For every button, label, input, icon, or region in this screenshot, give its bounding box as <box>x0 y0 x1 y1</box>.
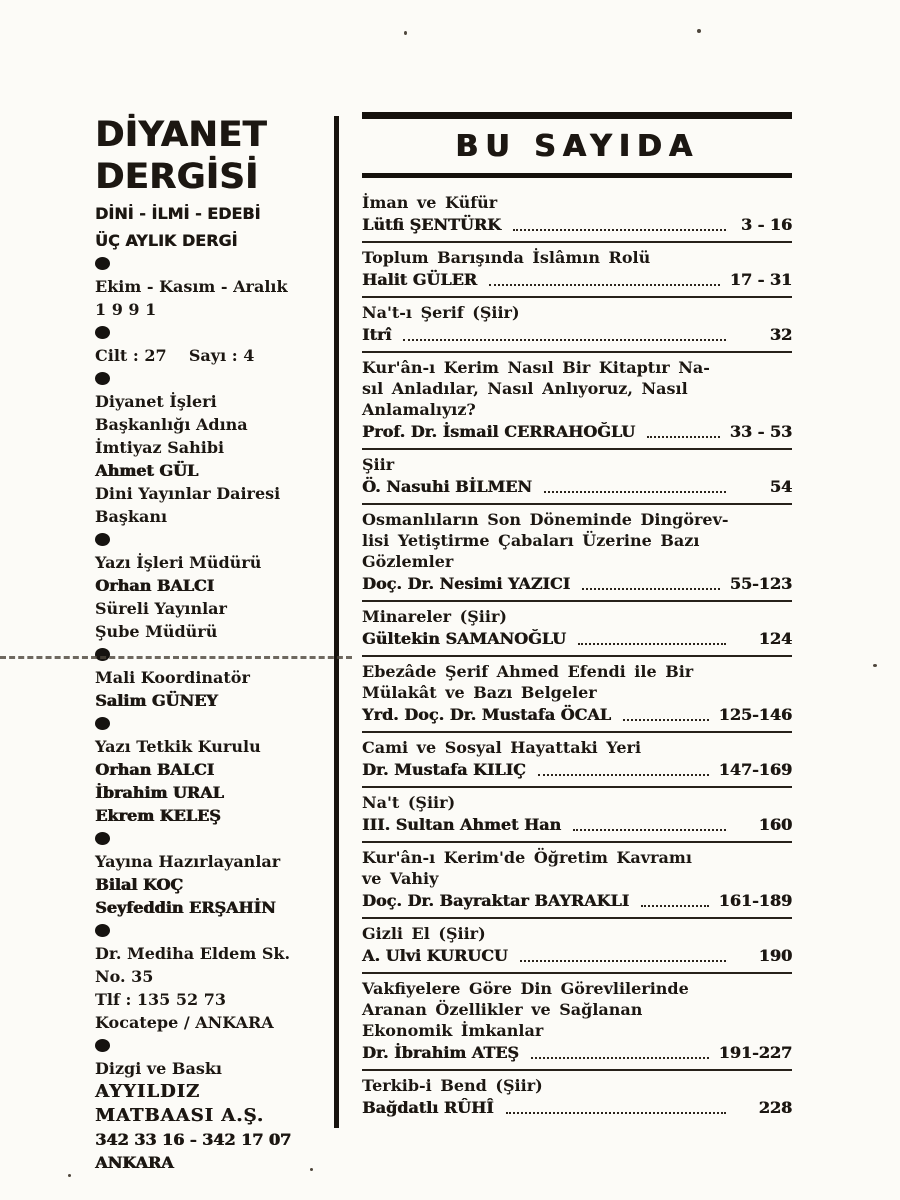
toc-entry <box>362 188 792 243</box>
bullet-icon <box>95 372 110 385</box>
bullet-icon <box>95 717 110 730</box>
masthead-line: Ekim - Kasım - Aralık <box>95 277 288 296</box>
dotted-leader <box>531 1057 709 1059</box>
left-column <box>95 114 320 1174</box>
entry-author: Bağdatlı RÛHÎ <box>362 1098 494 1117</box>
entry-pages: 3 - 16 <box>740 215 792 234</box>
entry-author: Ö. Nasuhi BİLMEN <box>362 477 532 496</box>
entry-author: Dr. Mustafa KILIÇ <box>362 760 526 779</box>
bullet-icon <box>95 832 110 845</box>
masthead-line: Cilt : 27 Sayı : 4 <box>95 346 255 365</box>
entry-title-line: Ebezâde Şerif Ahmed Efendi ile Bir <box>362 662 694 681</box>
entry-author: Yrd. Doç. Dr. Mustafa ÖCAL <box>362 705 611 724</box>
entry-author: III. Sultan Ahmet Han <box>362 815 562 834</box>
masthead-line: Başkanı <box>95 507 168 526</box>
entry-title-line: Gözlemler <box>362 552 454 571</box>
toc-entry <box>362 657 792 733</box>
entry-pages: 54 <box>769 477 792 496</box>
dotted-leader <box>506 1112 726 1114</box>
masthead-line: İbrahim URAL <box>95 783 224 802</box>
entry-pages: 191-227 <box>718 1043 792 1062</box>
entry-title-line: Kur'ân-ı Kerim Nasıl Bir Kitaptır Na- <box>362 358 710 377</box>
entry-title-line: lisi Yetiştirme Çabaları Üzerine Bazı <box>362 531 700 550</box>
masthead-line: Dini Yayınlar Dairesi <box>95 484 281 503</box>
dotted-leader <box>641 905 708 907</box>
entry-pages: 55-123 <box>729 574 792 593</box>
entry-title-line: ve Vahiy <box>362 869 439 888</box>
entry-title-line: Mülakât ve Bazı Belgeler <box>362 683 597 702</box>
entry-author-row <box>362 213 792 236</box>
entry-title-line: Minareler (Şiir) <box>362 607 507 626</box>
entry-pages: 147-169 <box>718 760 792 779</box>
entry-author: Doç. Dr. Nesimi YAZICI <box>362 574 571 593</box>
entry-title-line: sıl Anladılar, Nasıl Anlıyoruz, Nasıl <box>362 379 688 398</box>
toc-entry <box>362 298 792 353</box>
scan-speck <box>68 1174 71 1177</box>
masthead-line: Orhan BALCI <box>95 760 214 779</box>
masthead-line: Bilal KOÇ <box>95 875 183 894</box>
masthead-line: Şube Müdürü <box>95 622 218 641</box>
bullet-icon <box>95 1039 110 1052</box>
toc-list <box>362 188 792 1124</box>
entry-author-row <box>362 944 792 967</box>
masthead-line: Dr. Mediha Eldem Sk. <box>95 944 291 963</box>
entry-title-line: Ekonomik İmkanlar <box>362 1021 544 1040</box>
entry-author-row <box>362 703 792 726</box>
toc-entry <box>362 505 792 602</box>
entry-pages: 124 <box>758 629 792 648</box>
toc-entry <box>362 243 792 298</box>
entry-author: Halit GÜLER <box>362 270 477 289</box>
dotted-leader <box>520 960 726 962</box>
masthead-line: 342 33 16 - 342 17 07 <box>95 1130 291 1149</box>
entry-author-row <box>362 420 792 443</box>
entry-author-row <box>362 323 792 346</box>
entry-pages: 190 <box>758 946 792 965</box>
entry-pages: 228 <box>758 1098 792 1117</box>
masthead-line: MATBAASI A.Ş. <box>95 1105 264 1126</box>
entry-title-line: İman ve Küfür <box>362 193 498 212</box>
entry-title-line: Gizli El (Şiir) <box>362 924 486 943</box>
entry-author-row <box>362 813 792 836</box>
masthead-line: ANKARA <box>95 1153 174 1172</box>
entry-author: Lütfi ŞENTÜRK <box>362 215 501 234</box>
masthead-line: Başkanlığı Adına <box>95 415 248 434</box>
scan-speck <box>873 664 877 667</box>
header-rule-bottom <box>362 173 792 178</box>
entry-author-row <box>362 1096 792 1119</box>
bullet-icon <box>95 257 110 270</box>
entry-author-row <box>362 572 792 595</box>
entry-title-line: Toplum Barışında İslâmın Rolü <box>362 248 651 267</box>
entry-title-line: Kur'ân-ı Kerim'de Öğretim Kavramı <box>362 848 692 867</box>
header-rule-top <box>362 112 792 119</box>
dotted-leader <box>573 829 726 831</box>
entry-title-line: Cami ve Sosyal Hayattaki Yeri <box>362 738 642 757</box>
dotted-leader <box>582 588 720 590</box>
masthead-line: Yazı Tetkik Kurulu <box>95 737 261 756</box>
dotted-leader <box>623 719 709 721</box>
masthead-line: DİYANET <box>95 115 267 155</box>
masthead-line: Mali Koordinatör <box>95 668 250 687</box>
masthead-line: İmtiyaz Sahibi <box>95 438 225 457</box>
entry-title-line: Terkib-i Bend (Şiir) <box>362 1076 543 1095</box>
toc-entry <box>362 788 792 843</box>
masthead-line: ÜÇ AYLIK DERGİ <box>95 231 238 250</box>
dotted-leader <box>544 491 726 493</box>
masthead-line: Yayına Hazırlayanlar <box>95 852 281 871</box>
entry-author-row <box>362 889 792 912</box>
entry-author: Dr. İbrahim ATEŞ <box>362 1043 519 1062</box>
entry-pages: 32 <box>769 325 792 344</box>
entry-title-line: Aranan Özellikler ve Sağlanan <box>362 1000 643 1019</box>
scan-speck <box>310 1168 313 1171</box>
masthead-line: Dizgi ve Baskı <box>95 1059 222 1078</box>
bullet-icon <box>95 648 110 661</box>
entry-author: Doç. Dr. Bayraktar BAYRAKLI <box>362 891 630 910</box>
masthead-line: Tlf : 135 52 73 <box>95 990 226 1009</box>
contents-column <box>362 112 792 1124</box>
entry-title-line: Anlamalıyız? <box>362 400 476 419</box>
entry-author-row <box>362 758 792 781</box>
toc-entry <box>362 733 792 788</box>
masthead-line: Diyanet İşleri <box>95 392 217 411</box>
contents-header: BU SAYIDA <box>455 129 699 164</box>
masthead-line: Ekrem KELEŞ <box>95 806 221 825</box>
entry-title-line: Na't-ı Şerif (Şiir) <box>362 303 520 322</box>
dotted-leader <box>538 774 709 776</box>
entry-author: A. Ulvi KURUCU <box>362 946 508 965</box>
entry-title-line: Vakfiyelere Göre Din Görevlilerinde <box>362 979 689 998</box>
dotted-leader <box>578 643 726 645</box>
masthead-line: DİNİ - İLMİ - EDEBİ <box>95 204 261 223</box>
toc-entry <box>362 602 792 657</box>
masthead-line: Yazı İşleri Müdürü <box>95 553 262 572</box>
scan-speck <box>404 31 407 35</box>
entry-pages: 33 - 53 <box>729 422 792 441</box>
entry-author: Gültekin SAMANOĞLU <box>362 629 566 648</box>
entry-title-line: Osmanlıların Son Döneminde Dingörev- <box>362 510 729 529</box>
entry-author: Itrî <box>362 325 392 344</box>
entry-author: Prof. Dr. İsmail CERRAHOĞLU <box>362 422 636 441</box>
toc-entry <box>362 1071 792 1124</box>
masthead-line: No. 35 <box>95 967 154 986</box>
masthead-line: Kocatepe / ANKARA <box>95 1013 274 1032</box>
masthead-line: DERGİSİ <box>95 157 259 197</box>
toc-entry <box>362 353 792 450</box>
entry-author-row <box>362 475 792 498</box>
dotted-leader <box>647 436 720 438</box>
bullet-icon <box>95 924 110 937</box>
entry-pages: 160 <box>758 815 792 834</box>
entry-pages: 125-146 <box>718 705 792 724</box>
masthead-line: Ahmet GÜL <box>95 461 198 480</box>
masthead-line: Orhan BALCI <box>95 576 214 595</box>
masthead-line: Seyfeddin ERŞAHİN <box>95 898 276 917</box>
dotted-leader <box>513 229 726 231</box>
entry-pages: 17 - 31 <box>729 270 792 289</box>
toc-entry <box>362 974 792 1071</box>
dotted-leader <box>489 284 720 286</box>
entry-author-row <box>362 268 792 291</box>
entry-title-line: Şiir <box>362 455 395 474</box>
dotted-leader <box>403 339 726 341</box>
bullet-icon <box>95 533 110 546</box>
toc-entry <box>362 843 792 919</box>
bullet-icon <box>95 326 110 339</box>
entry-author-row <box>362 627 792 650</box>
masthead-line: 1 9 9 1 <box>95 300 157 319</box>
toc-entry <box>362 450 792 505</box>
toc-entry <box>362 919 792 974</box>
scan-speck <box>697 29 701 33</box>
masthead-line: Süreli Yayınlar <box>95 599 227 618</box>
entry-author-row <box>362 1041 792 1064</box>
masthead-line: AYYILDIZ <box>95 1081 201 1102</box>
masthead-line: Salim GÜNEY <box>95 691 218 710</box>
column-divider-rule <box>334 116 339 1128</box>
crease-line <box>0 656 352 659</box>
entry-title-line: Na't (Şiir) <box>362 793 456 812</box>
entry-pages: 161-189 <box>718 891 792 910</box>
